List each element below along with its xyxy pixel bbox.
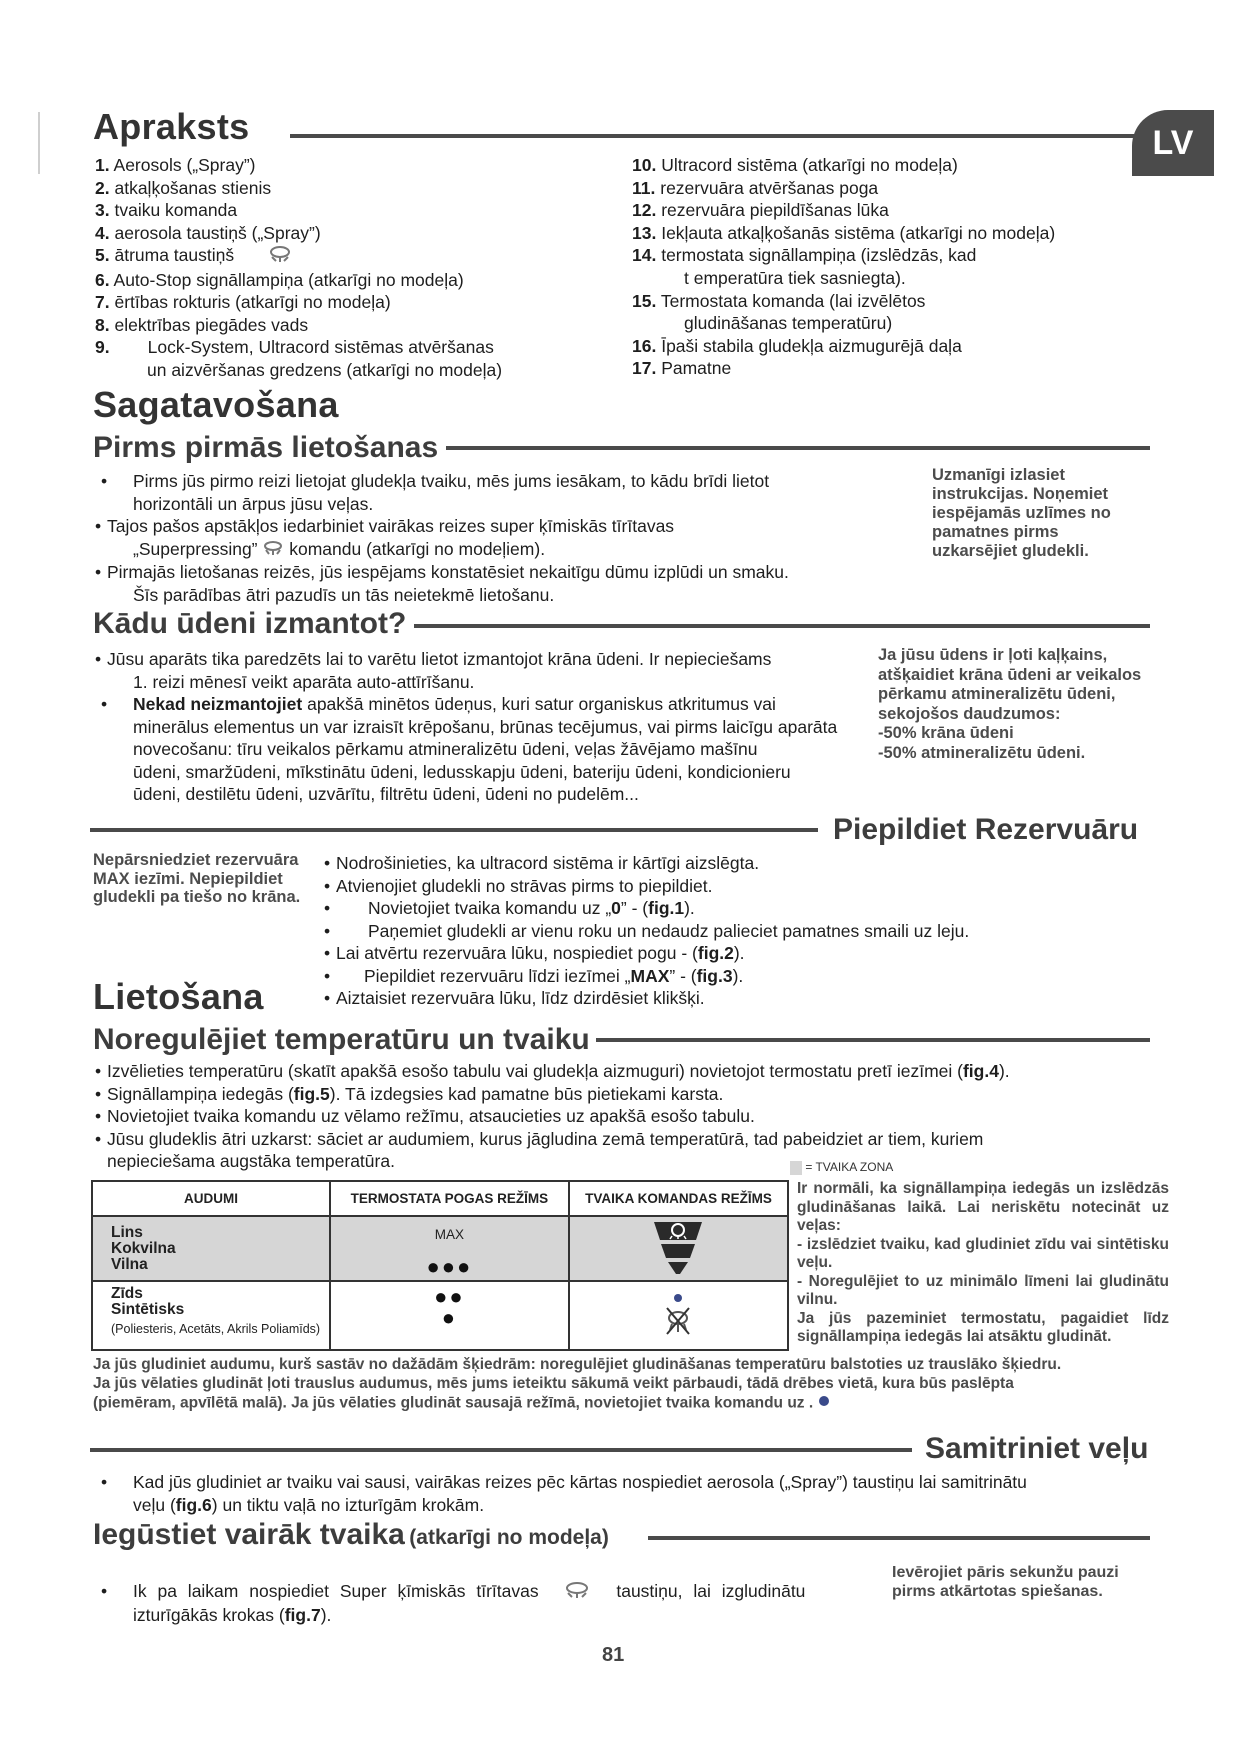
list-item: 2. atkaļķošanas stienis	[95, 177, 272, 198]
section-title-apraksts: Apraksts	[93, 106, 250, 147]
usage-bullet: • Izvēlieties temperatūru (skatīt apakšā esošo tabulu vai gludekļa aizmuguri) novietojot termostatu pretī iezīmei (fig.4).	[93, 1060, 1203, 1083]
usage-side-note: Ir normāli, ka signāllampiņa iedegās un izslēdzās gludināšanas laikā. Lai neriskētu notecināt uz veļas: - izslēdziet tvaiku, kad gludiniet zīdu vai sintētisku veļu. - Noregulējiet to uz minimālo līmeni lai gludinātu vilnu. Ja jūs pazeminiet termostatu, pagaidiet līdz signāllampiņa iedegās lai atsāktu gludināt.	[797, 1180, 1169, 1345]
usage-bullet: • Novietojiet tvaika komandu uz vēlamo režīmu, atsaucieties uz apakšā esošo tabulu.	[93, 1105, 1203, 1128]
table-header-thermostat: TERMOSTATA POGAS REŽĪMS	[330, 1181, 569, 1216]
boost-paragraph	[93, 1580, 883, 1627]
fill-step: • Piepildiet rezervuāru līdzi iezīmei „MAX” - (fig.3).	[322, 965, 1182, 988]
section-title-lietosana: Lietošana	[93, 976, 264, 1017]
water-bullet-2-cont: minerālus elementus un var izraisīt krēpošanu, brūnas tecējumus, vai pirms laicīgu aparāta	[133, 716, 838, 737]
table-row	[92, 1216, 788, 1281]
list-item: 5. ātruma taustiņš	[95, 244, 635, 268]
ironing-settings-table	[91, 1180, 789, 1351]
prep-bullet-1-cont: horizontāli un ārpus jūsu veļas.	[133, 493, 374, 514]
list-item: 15. Termostata komanda (lai izvēlētos	[632, 290, 926, 311]
list-item: un aizvēršanas gredzens (atkarīgi no modeļa)	[147, 359, 503, 380]
fill-side-note: Nepārsniedziet rezervuāra MAX iezīmi. Nepiepildiet gludekli pa tiešo no krāna.	[93, 851, 301, 906]
super-steam-icon	[262, 539, 284, 562]
steam-off-small-icon	[817, 1393, 831, 1414]
table-header-steam: TVAIKA KOMANDAS REŽĪMS	[569, 1181, 788, 1216]
list-item: 13. Iekļauta atkaļķošanās sistēma (atkarīgi no modeļa)	[632, 222, 1056, 243]
usage-bullet: • Jūsu gludeklis ātri uzkarst: sāciet ar audumiem, kurus jāgludina zemā temperatūrā, tad pabeidziet ar tiem, kuriem	[93, 1128, 1203, 1151]
thermostat-dots-3: ●●●	[426, 1254, 473, 1279]
list-item: 10. Ultracord sistēma (atkarīgi no modeļa)	[632, 155, 958, 175]
water-bullet-1: • Jūsu aparāts tika paredzēts lai to varētu lietot izmantojot krāna ūdeni. Ir nepieciešams	[93, 648, 873, 671]
list-item: 9. Lock-System, Ultracord sistēmas atvēršanas	[95, 337, 494, 358]
list-item: 3. tvaiku komanda	[95, 200, 238, 221]
fabric-label: Kokvilna	[111, 1239, 176, 1257]
fill-step: • Nodrošinieties, ka ultracord sistēma ir kārtīgi aizslēgta.	[322, 852, 1182, 875]
water-bullet-2-cont: ūdeni, destilētu ūdeni, uzvārītu, filtrētu ūdeni, ūdeni no pudelēm...	[133, 784, 639, 804]
boost-bullet: • Ik pa laikam nospiediet Super ķīmiskās tīrītavas taustiņu, lai izgludinātu	[93, 1580, 883, 1604]
language-tab: LV	[1132, 110, 1214, 176]
fabric-note: (Poliesteris, Acetāts, Akrils Poliamīds)	[111, 1322, 321, 1336]
spray-bullet-cont: veļu (fig.6) un tiktu vaļā no izturīgām krokām.	[133, 1494, 485, 1515]
list-item: 1. Aerosols („Spray”)	[95, 155, 256, 175]
list-item: gludināšanas temperatūru)	[684, 313, 893, 334]
table-row	[92, 1281, 788, 1350]
usage-bullets	[93, 1060, 1203, 1173]
water-bullet-2-cont: novecošanu: tīru veikalos pērkamu atmineralizētu ūdeni, veļas žāvējamo mašīnu	[133, 739, 758, 759]
rule-noregulejiet	[596, 1038, 1150, 1042]
steam-max-icon	[650, 1218, 706, 1276]
subtitle-piepildiet: Piepildiet Rezervuāru	[833, 813, 1139, 846]
rule-piepildiet	[90, 828, 818, 832]
water-bullet-1-cont: 1. reizi mēnesī veikt aparāta auto-attīrīšanu.	[133, 671, 475, 692]
legend-swatch	[790, 1161, 802, 1175]
steam-zone-legend: = TVAIKA ZONA	[790, 1160, 893, 1175]
list-item: 16. Īpaši stabila gludekļa aizmugurējā daļa	[632, 335, 962, 356]
rule-samitriniet	[90, 1448, 912, 1452]
parts-list-left	[95, 154, 635, 382]
prep-side-note: Uzmanīgi izlasiet instrukcijas. Noņemiet iespējamās uzlīmes no pamatnes pirms uzkarsējiet gludekli.	[932, 466, 1111, 560]
list-item: 8. elektrības piegādes vads	[95, 314, 309, 335]
water-paragraphs	[93, 648, 873, 806]
thermostat-dots-1: ●	[441, 1305, 458, 1330]
thermostat-dots-2: ●●	[434, 1284, 465, 1309]
list-item: 6. Auto-Stop signāllampiņa (atkarīgi no modeļa)	[95, 269, 464, 290]
fill-step: • Lai atvērtu rezervuāra lūku, nospiediet pogu - (fig.2).	[322, 942, 1182, 965]
super-steam-icon	[563, 1581, 591, 1605]
rule-apraksts	[290, 134, 1190, 138]
prep-paragraphs	[93, 470, 915, 606]
rule-vairak-tvaika	[648, 1536, 1150, 1540]
fabric-label: Lins	[111, 1223, 143, 1241]
prep-bullet-3: • Pirmajās lietošanas reizēs, jūs iespējams konstatēsiet nekaitīgu dūmu izplūdi un smaku.	[93, 561, 915, 584]
prep-bullet-1: • Pirms jūs pirmo reizi lietojat gludekļa tvaiku, mēs jums iesākam, to kādu brīdi lietot	[93, 470, 915, 493]
list-item: 14. termostata signāllampiņa (izslēdzās, kad	[632, 245, 977, 266]
rule-pirms-lietosanas	[446, 446, 1150, 450]
fabric-label: Vilna	[111, 1255, 148, 1273]
fabric-label: Zīds	[111, 1285, 143, 1302]
margin-line	[38, 112, 40, 174]
list-item: t emperatūra tiek sasniegta).	[684, 267, 906, 288]
rule-kadu-udeni	[414, 624, 1150, 628]
fill-step: • Novietojiet tvaika komandu uz „0” - (fig.1).	[322, 897, 1182, 920]
section-title-sagatavosana: Sagatavošana	[93, 384, 339, 425]
list-item: 17. Pamatne	[632, 358, 732, 379]
boost-side-note: Ievērojiet pāris sekunžu pauzi pirms atkārtotas spiešanas.	[892, 1564, 1119, 1600]
usage-bullet-cont: nepieciešama augstāka temperatūra.	[107, 1151, 395, 1171]
list-item: 4. aerosola taustiņš („Spray”)	[95, 222, 321, 243]
prep-bullet-3-cont: Šīs parādības ātri pazudīs un tās neietekmē lietošanu.	[133, 584, 555, 605]
list-item: 11. rezervuāra atvēršanas poga	[632, 177, 879, 198]
fill-steps	[322, 852, 1182, 1010]
table-header-fabrics: AUDUMI	[92, 1181, 330, 1216]
water-bullet-2-cont: ūdeni, smaržūdeni, mīkstinātu ūdeni, ledusskapju ūdeni, bateriju ūdeni, kondicionieru	[133, 761, 791, 782]
subtitle-kadu-udeni: Kādu ūdeni izmantot?	[93, 607, 407, 640]
prep-bullet-2-cont: „Superpressing” komandu (atkarīgi no modeļiem).	[93, 538, 915, 562]
usage-bullet: • Signāllampiņa iedegās (fig.5). Tā izdegsies kad pamatne būs pietiekami karsta.	[93, 1083, 1203, 1106]
parts-list-right	[632, 154, 1192, 380]
fill-step: • Paņemiet gludekli ar vienu roku un nedaudz palieciet pamatnes smaili uz leju.	[322, 920, 1182, 943]
page-number: 81	[602, 1644, 625, 1666]
fabric-label: Sintētisks	[111, 1301, 185, 1318]
spray-paragraph	[93, 1471, 1161, 1516]
fill-step: • Aiztaisiet rezervuāra lūku, līdz dzirdēsiet klikšķi.	[322, 987, 1182, 1010]
list-item: 7. ērtības rokturis (atkarīgi no modeļa)	[95, 292, 391, 313]
water-side-note: Ja jūsu ūdens ir ļoti kaļķains, atšķaidiet krāna ūdeni ar veikalos pērkamu atmineralizētu ūdeni, sekojošos daudzumos: -50% krāna ūdeni -50% atmineralizētu ūdeni.	[878, 646, 1142, 762]
fill-step: • Atvienojiet gludekli no strāvas pirms to piepildiet.	[322, 875, 1182, 898]
subtitle-noregulejiet: Noregulējiet temperatūru un tvaiku	[93, 1023, 590, 1056]
steam-off-icon	[663, 1292, 693, 1336]
list-item: 12. rezervuāra piepildīšanas lūka	[632, 200, 889, 221]
subtitle-samitriniet: Samitriniet veļu	[925, 1432, 1149, 1465]
water-bullet-2: • Nekad neizmantojiet apakšā minētos ūdeņus, kuri satur organiskus atkritumus vai	[93, 693, 873, 716]
usage-notes: Ja jūs gludiniet audumu, kurš sastāv no dažādām šķiedrām: noregulējiet gludināšanas temperatūru balstoties uz trauslāko šķiedru. Ja jūs vēlaties gludināt ļoti trauslus audumus, mēs jums ieteiktu sākumā veikt pārbaudi, tādā drēbes vietā, kura būs paslēpta (piemēram, apvīlētā malā). Ja jūs vēlaties gludināt sausajā režīmā, novietojiet tvaika komandu uz .	[93, 1355, 1193, 1414]
thermostat-max: MAX	[434, 1227, 465, 1242]
subtitle-pirms-lietosanas: Pirms pirmās lietošanas	[93, 431, 439, 464]
boost-bullet-cont: izturīgākās krokas (fig.7).	[133, 1605, 332, 1626]
prep-bullet-2: • Tajos pašos apstākļos iedarbiniet vairākas reizes super ķīmiskās tīrītavas	[93, 515, 915, 538]
super-steam-icon	[267, 245, 293, 269]
spray-bullet: • Kad jūs gludiniet ar tvaiku vai sausi, vairākas reizes pēc kārtas nospiediet aerosola („Spray”) taustiņu lai samitrinātu	[93, 1471, 1161, 1494]
subtitle-vairak-tvaika: Iegūstiet vairāk tvaika (atkarīgi no modeļa)	[93, 1518, 609, 1551]
